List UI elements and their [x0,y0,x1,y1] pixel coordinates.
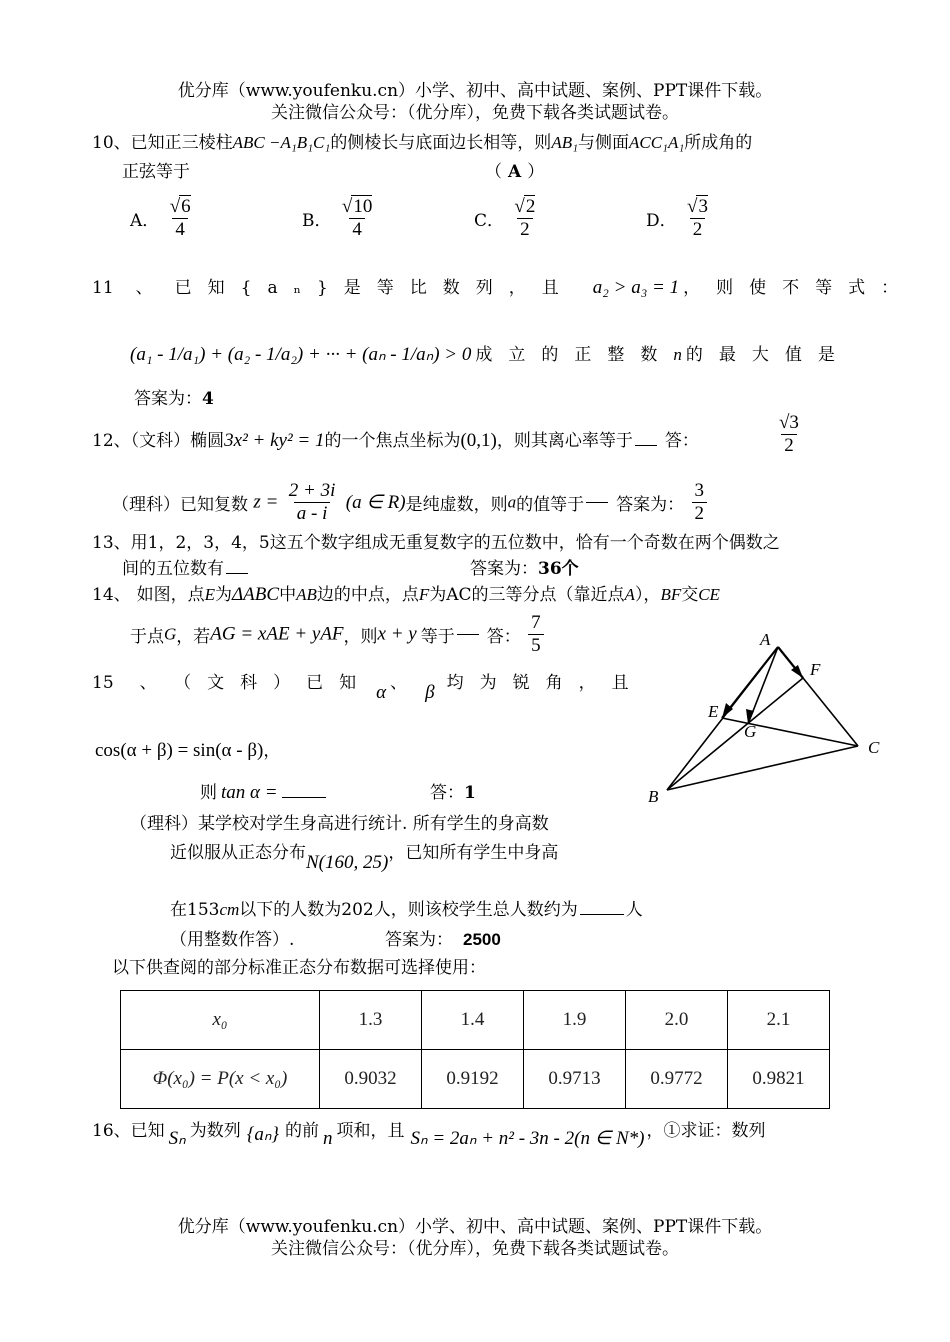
q16-text: 的前 [285,1121,319,1141]
label-g: G [744,722,757,741]
q10-line-1 [92,128,752,153]
label-a: A [760,630,771,649]
table-row [121,1050,830,1109]
q14-text: 中 [279,585,297,605]
q15-like-line-2 [170,838,559,873]
segment-ce [722,718,858,746]
q16-text: ，①求证：数列 [646,1121,766,1141]
q15-like-line-4: （用整数作答）. [170,930,295,950]
q10-answer [485,157,544,182]
header-line-1: 优分库（www.youfenku.cn）小学、初中、高中试题、案例、PPT课件下载。 [177,81,773,101]
q14-xy: x + y [377,623,417,645]
q14-number: 14、 [92,585,131,605]
q11-stem: 已知{aₙ}是等比数列，且 [174,278,575,298]
q10-answer-close: ） [527,162,545,182]
q12-answer-label: 答： [664,431,699,451]
answer-value: 4 [202,389,214,409]
blank [580,914,624,915]
label-f: F [810,660,821,679]
q14-point-f: F [418,585,430,604]
option-label: D． [646,211,677,231]
q14-ac: AC [446,585,472,605]
q13-line-2 [122,554,248,579]
option-value: $\frac{√2}{2}$ [514,196,536,240]
q15-text: 则 [200,783,217,803]
q14-ab: AB [296,585,317,604]
q16-sum: Sₙ [168,1128,186,1149]
q11-line-1 [92,273,914,299]
q15-dun: 、 [390,673,408,693]
q14-text: 如图，点 [136,585,205,605]
q12-ellipse: 3x² + ky² = 1 [224,430,325,451]
label-c: C [868,738,880,757]
q12-number: 12、 [92,431,131,451]
q15-like-line-3 [170,895,643,920]
q15-number: 15 [92,673,114,693]
table-cell: 2.1 [728,991,830,1050]
q12-wenke-line [92,426,699,452]
q14-line-1 [92,580,720,606]
q12-text: ，则其离心率等于 [496,431,633,451]
header-line-2: 关注微信公众号：（优分库），免费下载各类试题试卷。 [271,103,679,123]
q12-text: （理科）已知复数 [112,495,248,515]
q15-wenke-answer [430,778,476,803]
table-cell: 1.9 [524,991,626,1050]
table-cell: 1.4 [422,991,524,1050]
q12-like-line [112,480,709,525]
q12-z: z = [253,491,279,513]
q14-point-a: A [624,585,635,604]
normal-distribution-table [120,990,830,1109]
answer-value: 2500 [463,930,501,949]
q12-z-condition: (a ∈ R) [345,492,406,513]
table-cell: 0.9821 [728,1050,830,1109]
q10-face: ACC₁A₁ [629,133,685,152]
table-cell: 0.9192 [422,1050,524,1109]
q14-text: 的三等分点（靠近点 [471,585,625,605]
q10-option-b [302,196,377,241]
q14-text: 于点 [130,627,164,647]
q16-equation: Sₙ = 2aₙ + n² - 3n - 2(n ∈ N*) [410,1128,645,1149]
q13-text: 用1，2，3，4，5这五个数字组成无重复数字的五位数中，恰有一个奇数在两个偶数之 [130,533,780,553]
option-value: $\frac{√6}{4}$ [169,196,191,240]
q10-text: 已知正三棱柱 [130,133,233,153]
q12-z-fraction: $\frac{2 + 3i}{a - i}$ [288,480,336,524]
table-row [121,991,830,1050]
q10-edge: AB₁ [551,133,578,152]
q14-text: ，则 [343,627,378,647]
table-intro: 以下供查阅的部分标准正态分布数据可选择使用： [112,958,486,978]
answer-label: 答案为： [385,930,453,950]
q16-n: n [323,1128,333,1149]
q10-answer-letter: A [508,162,522,182]
q12-answer-label: 答案为： [616,495,685,515]
answer-fraction: $\frac{√3}{2}$ [779,412,799,456]
q14-text: ）， [634,585,661,605]
q10-prism: ABC −A₁B₁C₁ [232,133,331,152]
q12-text: （文科）椭圆 [130,431,225,451]
q16-text: 已知 [130,1121,165,1141]
q14-triangle: ΔABC [232,584,280,605]
q12-wenke-answer [774,412,804,457]
q11-number: 11 [92,278,114,298]
q11-tail2: 成立的正整数 [475,345,674,365]
q10-number: 10、 [92,133,131,153]
q16-line [92,1116,766,1149]
footer-line-2: 关注微信公众号：（优分库），免费下载各类试题试卷。 [271,1239,679,1259]
q15-alpha: α [376,682,387,703]
q14-text: 边的中点，点 [316,585,419,605]
q13-number: 13、 [92,533,131,553]
q11-tail3: 的最大值是 [685,345,851,365]
q11-tail: ，则使不等式： [683,278,915,298]
blank [635,445,657,446]
answer-label: 答案为： [470,559,538,579]
q13-answer [470,554,579,579]
q14-text: ，若 [176,627,211,647]
q14-point-g: G [164,624,177,644]
table-cell: 0.9772 [626,1050,728,1109]
q12-point: (0,1) [460,430,497,451]
q11-line-2 [130,340,851,366]
q15-equation [95,736,280,762]
blank [457,634,479,635]
option-value: $\frac{√10}{4}$ [341,196,373,240]
q14-text: 为 [429,585,447,605]
blank [586,502,608,503]
option-label: A． [130,211,160,231]
q12-answer-fraction: $\frac{3}{2}$ [692,480,708,525]
q15-line-1 [92,668,645,703]
q11-inequality: (a₁ - 1/a₁) + (a₂ - 1/a₂) + ··· + (aₙ - 1/aₙ) > 0 [130,344,472,365]
q15-text: 人 [625,900,643,920]
answer-label: 答案为： [134,389,202,409]
table-cell: 1.3 [320,991,422,1050]
table-cell: 0.9032 [320,1050,422,1109]
q10-text: 所成角的 [684,133,753,153]
label-b: B [648,787,659,806]
q16-number: 16、 [92,1121,131,1141]
answer-label: 答： [430,783,464,803]
q13-line-1 [92,528,780,553]
table-header-cell: Φ(x₀) = P(x < x₀) [121,1050,320,1109]
q14-text: 等于 [420,627,455,647]
table-cell: 2.0 [626,991,728,1050]
q15-eq: cos(α + β) = sin(α - β) [95,740,264,761]
blank [282,797,326,798]
q16-text: 为数列 [189,1121,241,1141]
q15-text: （文科）已知 [182,673,373,693]
q11-sep: 、 [135,278,153,298]
q14-answer-fraction: $\frac{7}{5}$ [528,612,544,657]
q15-text: ，已知所有学生中身高 [388,843,559,863]
q15-cm: cm [219,900,240,919]
q10-option-d [646,196,713,241]
q13-text: 间的五位数有 [122,559,224,579]
q15-distribution: N(160, 25) [306,852,389,873]
q10-line-2: 正弦等于 [122,162,190,182]
q10-option-c [474,196,540,241]
q11-answer [134,384,214,409]
q14-vector-eq: AG = xAE + yAF [210,623,344,645]
q15-wenke-question [200,778,326,804]
q15-sep: 、 [139,673,157,693]
option-label: B． [302,211,332,231]
triangle-figure [640,625,900,810]
q12-text: 的值等于 [516,495,585,515]
q15-text: 以下的人数为202人，则该校学生总人数约为 [239,900,578,920]
q15-comma: ， [263,741,281,761]
option-value: $\frac{√3}{2}$ [687,196,708,240]
q14-answer-label: 答： [486,627,521,647]
answer-value: 36个 [538,559,579,579]
q14-bf: BF [660,585,682,604]
q10-text: 的侧棱长与底面边长相等，则 [330,133,552,153]
q16-sequence: {aₙ} [246,1124,279,1145]
q15-tan: tan α = [221,782,278,803]
table-cell: 0.9713 [524,1050,626,1109]
q15-text: 在153 [170,900,220,920]
q11-condition: a₂ > a₃ = 1 [592,277,680,298]
q10-option-a [130,196,196,241]
q14-point-e: E [204,585,216,604]
blank [226,573,248,574]
q11-n: n [673,345,682,364]
answer-value: 1 [464,783,476,803]
option-label: C． [474,211,505,231]
q10-answer-open: （ [485,162,502,182]
q16-text: 项和，且 [336,1121,405,1141]
q15-text: 均为锐角，且 [446,673,645,693]
q12-a: a [507,492,517,512]
q10-text: 与侧面 [578,133,629,153]
q15-like-answer [385,925,501,950]
label-e: E [708,702,719,721]
segment-bf [667,678,803,790]
q12-text: 的一个焦点坐标为 [324,431,461,451]
q12-text: 是纯虚数，则 [405,495,508,515]
q14-text: 交 [681,585,699,605]
footer-line-1: 优分库（www.youfenku.cn）小学、初中、高中试题、案例、PPT课件下载。 [177,1217,773,1237]
q14-line-2 [130,612,546,657]
q15-beta: β [425,682,435,703]
table-header-cell: x₀ [121,991,320,1050]
q14-ce: CE [698,585,720,604]
q14-text: 为 [215,585,233,605]
q15-text: 近似服从正态分布 [170,843,306,863]
q15-like-line-1: （理科）某学校对学生身高进行统计. 所有学生的身高数 [130,814,549,834]
